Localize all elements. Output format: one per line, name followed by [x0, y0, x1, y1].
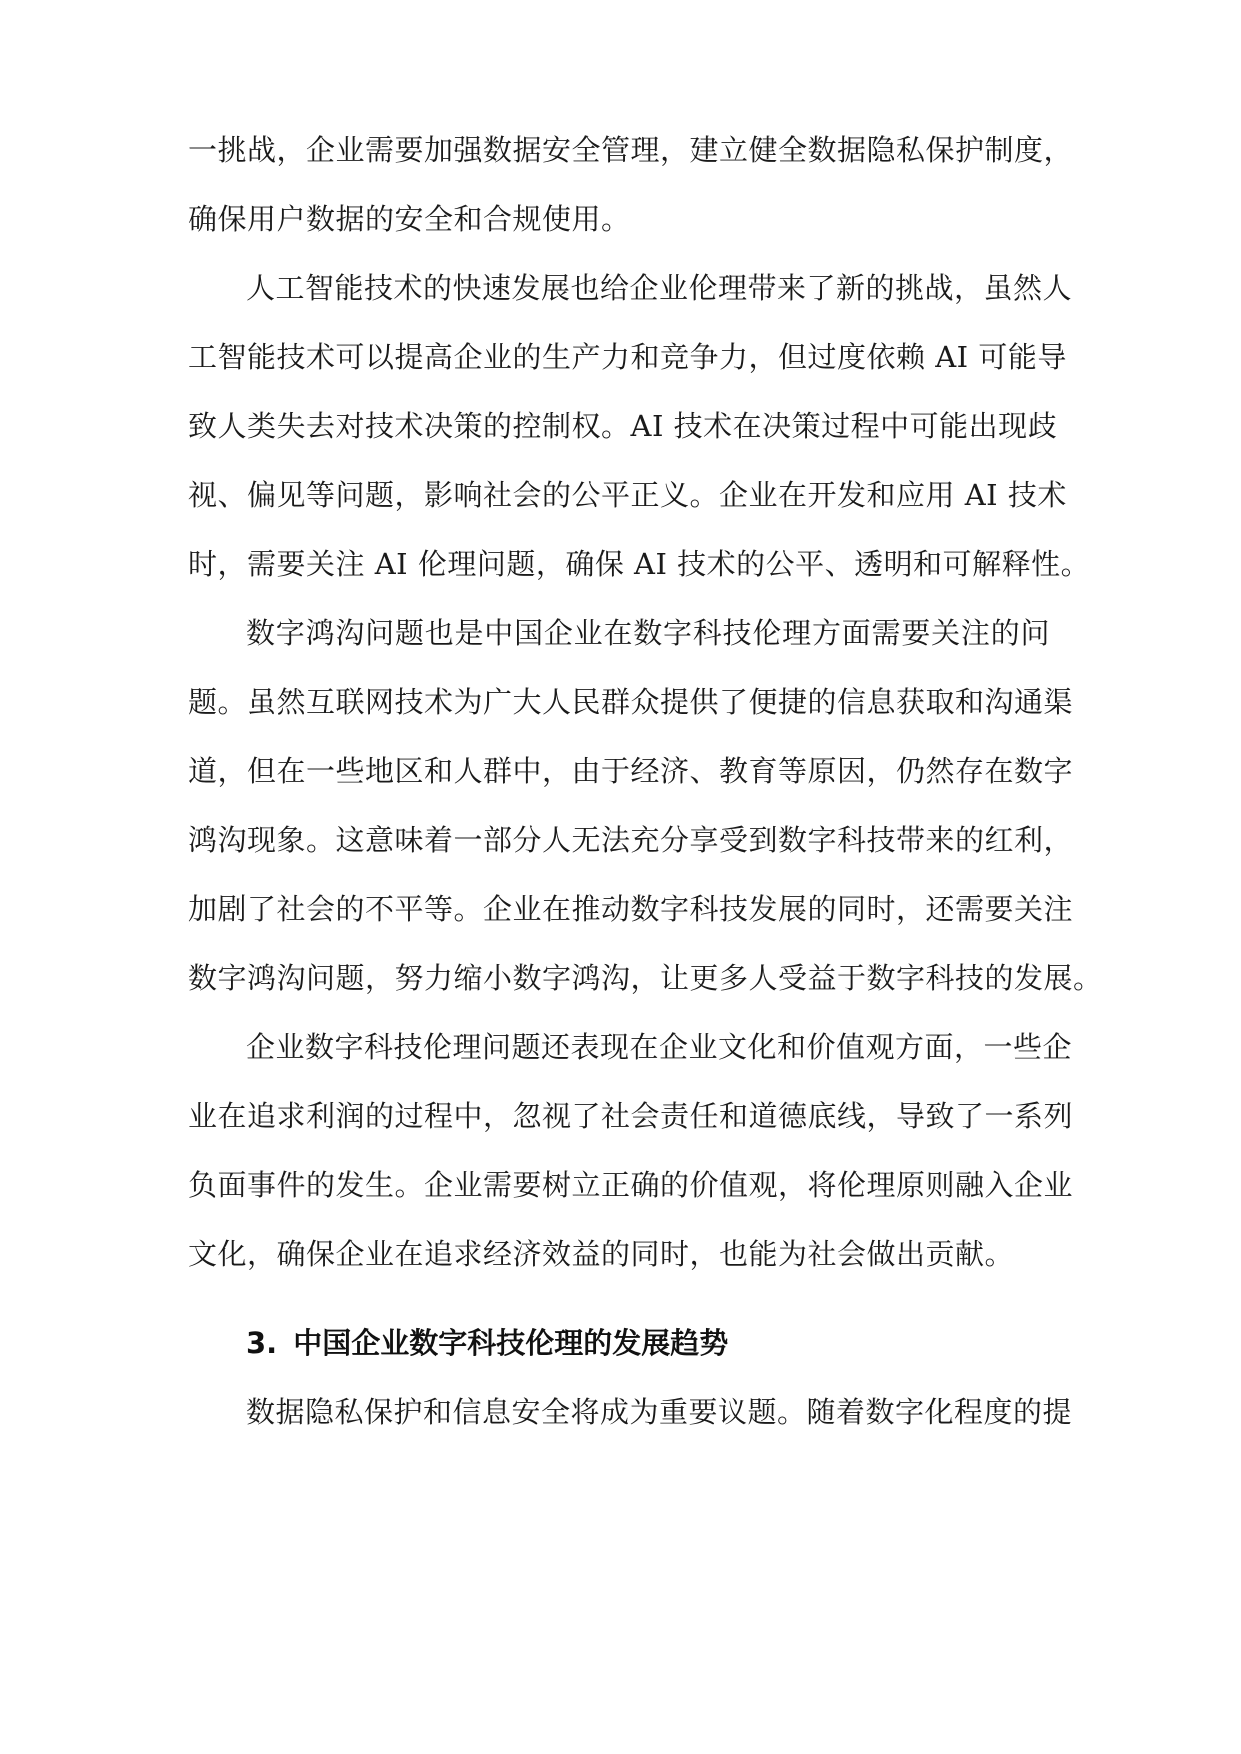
paragraph-1-line-2: 确保用户数据的安全和合规使用。 — [188, 202, 631, 236]
paragraph-3-line-4: 鸿沟现象。这意味着一部分人无法充分享受到数字科技带来的红利， — [188, 823, 1074, 857]
paragraph-3-line-2: 题。虽然互联网技术为广大人民群众提供了便捷的信息获取和沟通渠 — [188, 685, 1074, 719]
paragraph-4-line-3: 负面事件的发生。企业需要树立正确的价值观，将伦理原则融入企业 — [188, 1168, 1074, 1202]
paragraph-4-line-4: 文化，确保企业在追求经济效益的同时，也能为社会做出贡献。 — [188, 1237, 1015, 1271]
paragraph-3-line-3: 道，但在一些地区和人群中，由于经济、教育等原因，仍然存在数字 — [188, 754, 1074, 788]
section-number: 3. — [246, 1326, 278, 1360]
paragraph-4-line-1: 企业数字科技伦理问题还表现在企业文化和价值观方面，一些企 — [246, 1030, 1073, 1064]
paragraph-2-line-5: 时，需要关注 AI 伦理问题，确保 AI 技术的公平、透明和可解释性。 — [188, 547, 1091, 581]
paragraph-2-line-4: 视、偏见等问题，影响社会的公平正义。企业在开发和应用 AI 技术 — [188, 478, 1067, 512]
paragraph-2-line-2: 工智能技术可以提高企业的生产力和竞争力，但过度依赖 AI 可能导 — [188, 340, 1067, 374]
paragraph-2-line-1: 人工智能技术的快速发展也给企业伦理带来了新的挑战，虽然人 — [246, 271, 1073, 305]
paragraph-2-line-3: 致人类失去对技术决策的控制权。AI 技术在决策过程中可能出现歧 — [188, 409, 1058, 443]
paragraph-1-line-1: 一挑战，企业需要加强数据安全管理，建立健全数据隐私保护制度， — [188, 133, 1074, 167]
paragraph-3-line-5: 加剧了社会的不平等。企业在推动数字科技发展的同时，还需要关注 — [188, 892, 1074, 926]
section-heading — [246, 1323, 728, 1363]
paragraph-4-line-2: 业在追求利润的过程中，忽视了社会责任和道德底线，导致了一系列 — [188, 1099, 1074, 1133]
paragraph-3-line-6: 数字鸿沟问题，努力缩小数字鸿沟，让更多人受益于数字科技的发展。 — [188, 961, 1103, 995]
paragraph-3-line-1: 数字鸿沟问题也是中国企业在数字科技伦理方面需要关注的问 — [246, 616, 1050, 650]
paragraph-5-line-1: 数据隐私保护和信息安全将成为重要议题。随着数字化程度的提 — [246, 1395, 1073, 1429]
section-title: 中国企业数字科技伦理的发展趋势 — [293, 1326, 729, 1360]
